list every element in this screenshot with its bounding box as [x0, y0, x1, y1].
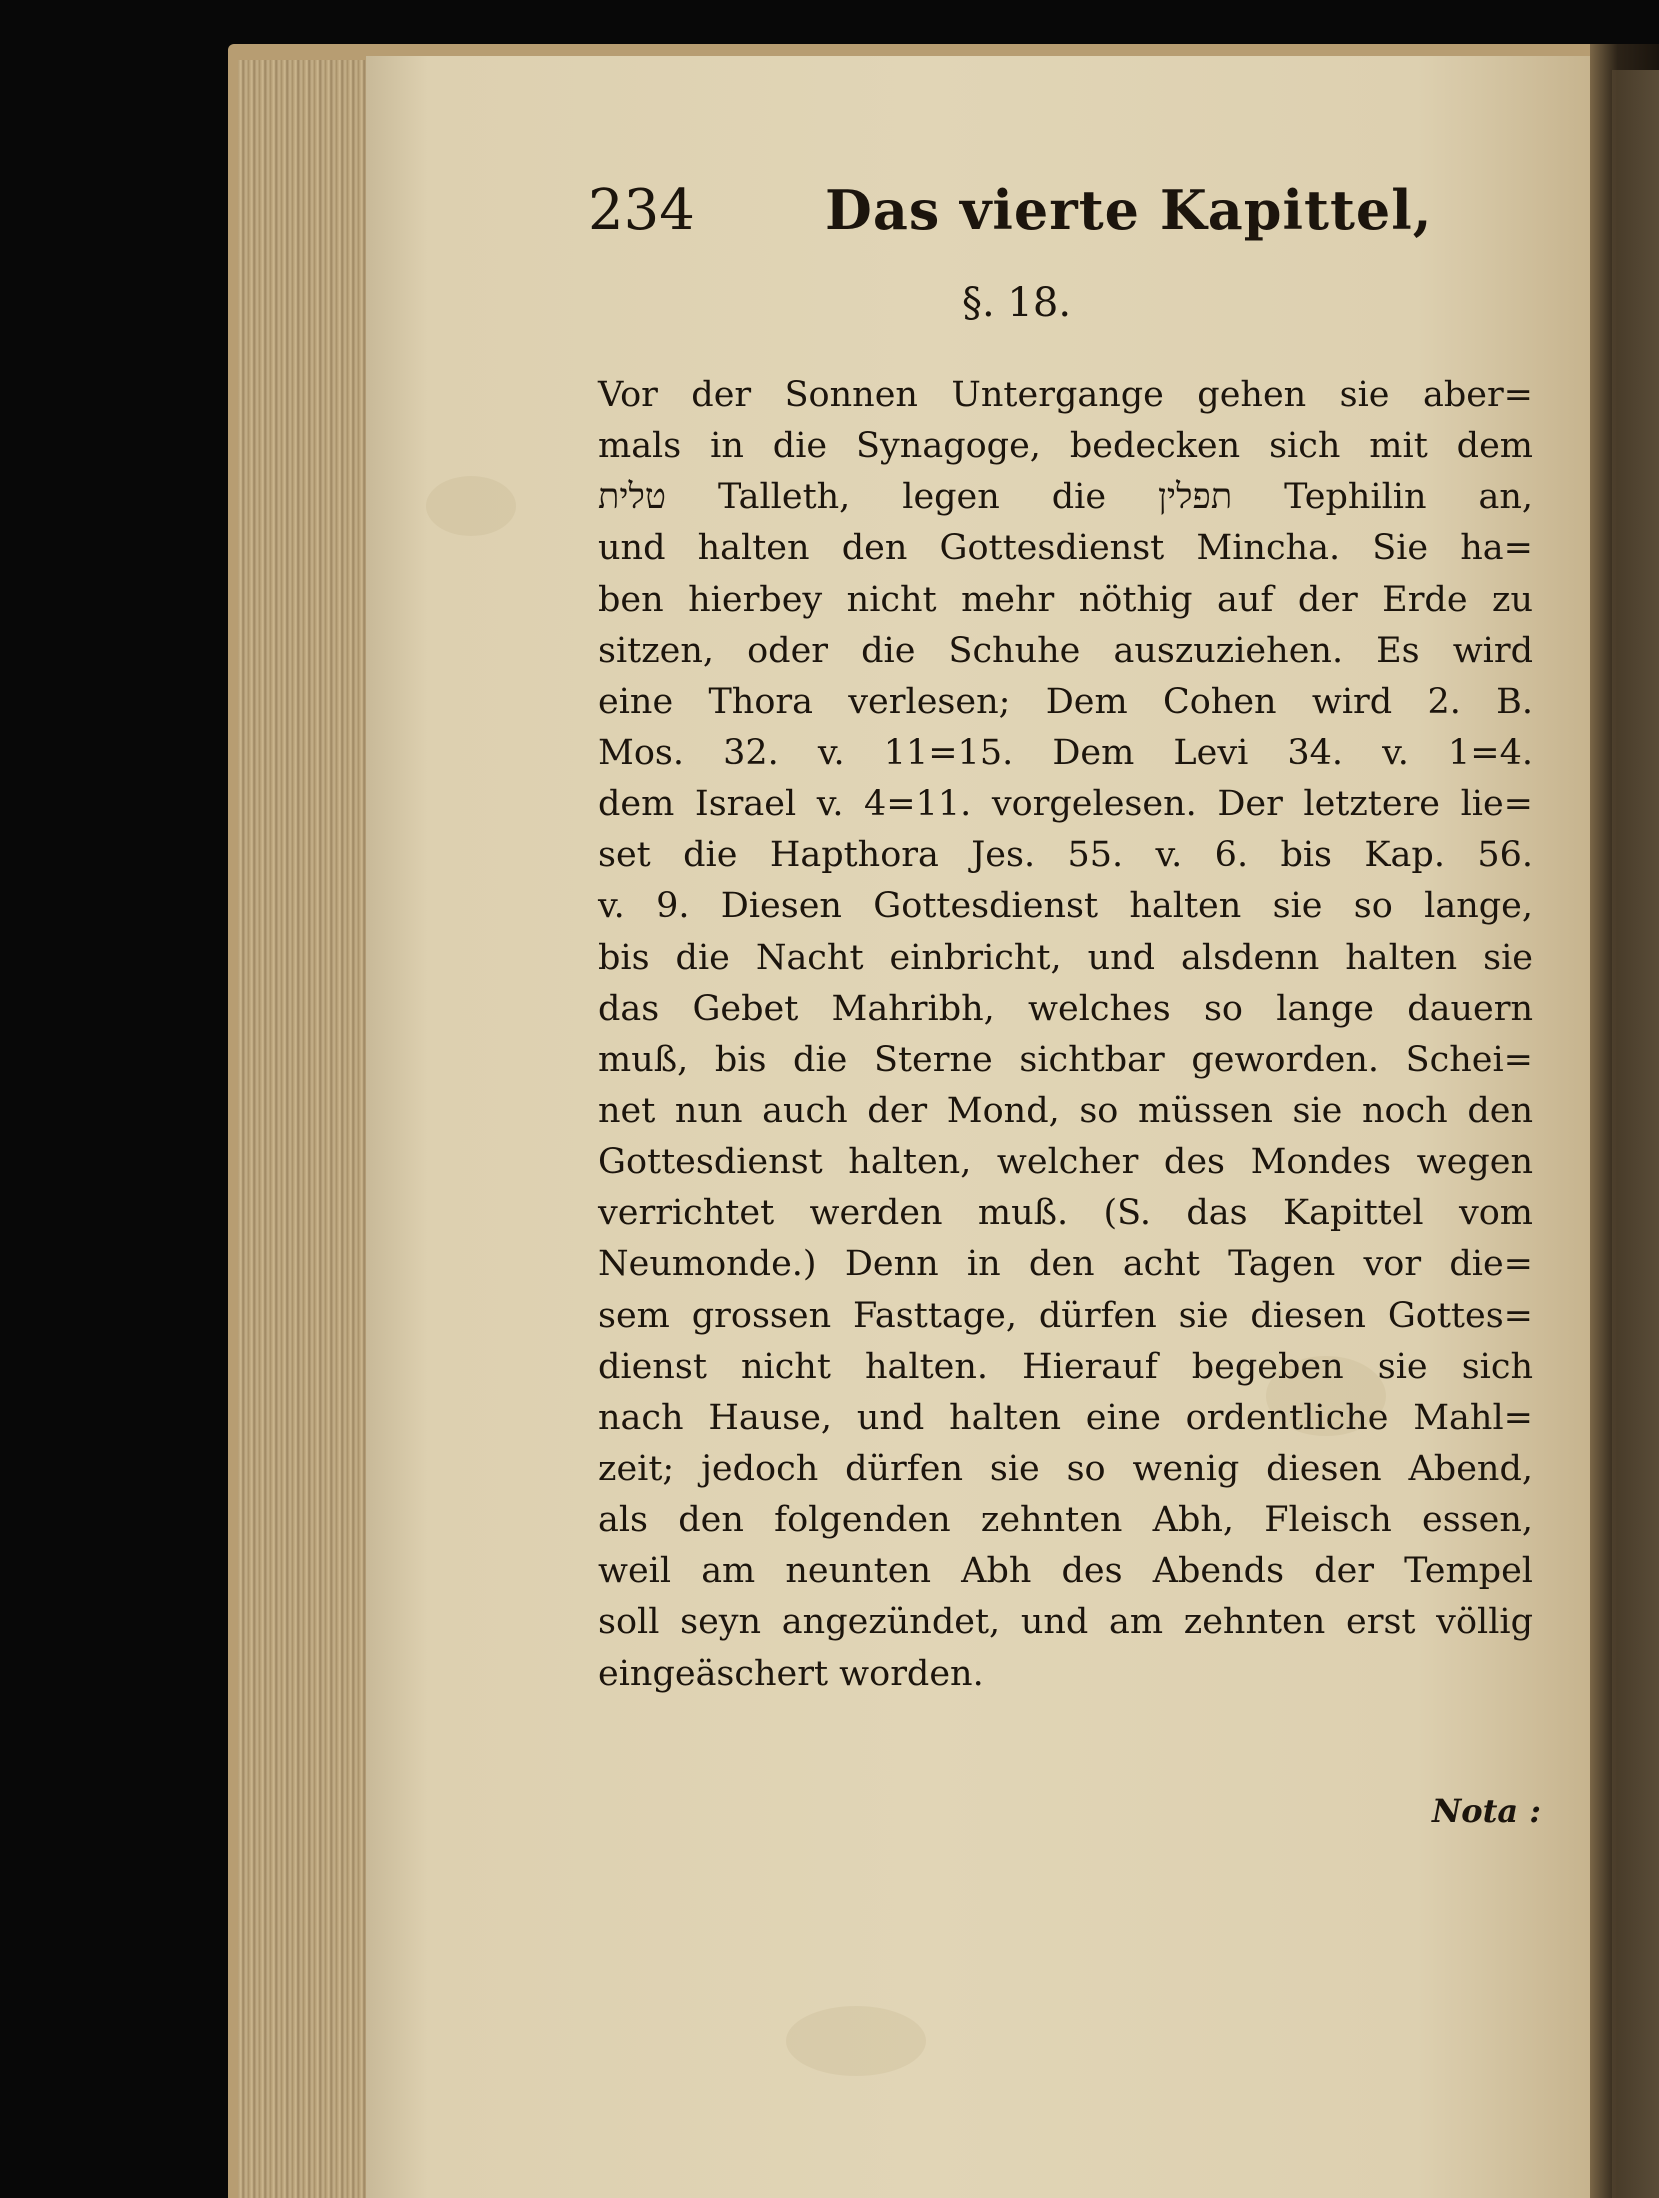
text-line: das Gebet Mahribh, welches so lange dauern: [598, 988, 1533, 1029]
text-line: dem Israel v. 4=11. vorgelesen. Der letztere lie=: [598, 784, 1533, 825]
text-line: verrichtet werden muß. (S. das Kapittel vom: [598, 1193, 1533, 1234]
text-line: Mos. 32. v. 11=15. Dem Levi 34. v. 1=4.: [598, 732, 1533, 773]
section-heading: §. 18.: [962, 280, 1072, 326]
text-line: ben hierbey nicht mehr nöthig auf der Erde zu: [598, 579, 1533, 620]
text-line: und halten den Gottesdienst Mincha. Sie ha=: [598, 528, 1533, 569]
text-line: eine Thora verlesen; Dem Cohen wird 2. B.: [598, 681, 1533, 722]
text-line: טלית Talleth, legen die תפלין Tephilin an,: [598, 477, 1533, 518]
text-line: dienst nicht halten. Hierauf begeben sie sich: [598, 1346, 1533, 1387]
text-line: sem grossen Fasttage, dürfen sie diesen Gottes=: [598, 1295, 1533, 1336]
text-line: muß, bis die Sterne sichtbar geworden. Schei=: [598, 1039, 1533, 1080]
page-number: 234: [588, 178, 695, 243]
catchword: Nota :: [1432, 1792, 1542, 1830]
text-line: Vor der Sonnen Untergange gehen sie aber=: [598, 375, 1533, 415]
text-line: soll seyn angezündet, und am zehnten erst völlig: [598, 1602, 1533, 1643]
text-line: nach Hause, und halten eine ordentliche Mahl=: [598, 1397, 1533, 1438]
text-line: zeit; jedoch dürfen sie so wenig diesen Abend,: [598, 1448, 1533, 1489]
text-line: weil am neunten Abh des Abends der Tempel: [598, 1551, 1533, 1592]
text-line: eingeäschert worden.: [598, 1653, 984, 1694]
body-text: [598, 370, 1533, 1700]
text-line: net nun auch der Mond, so müssen sie noch den: [598, 1090, 1533, 1131]
text-line: v. 9. Diesen Gottesdienst halten sie so lange,: [598, 886, 1533, 927]
page-edges: [238, 60, 370, 2198]
text-line: mals in die Synagoge, bedecken sich mit dem: [598, 426, 1533, 467]
running-head: Das vierte Kapittel,: [825, 178, 1433, 242]
text-line: bis die Nacht einbricht, und alsdenn halten sie: [598, 937, 1533, 978]
text-line: set die Hapthora Jes. 55. v. 6. bis Kap. 56.: [598, 835, 1533, 876]
text-line: sitzen, oder die Schuhe auszuziehen. Es wird: [598, 630, 1533, 671]
text-line: Gottesdienst halten, welcher des Mondes wegen: [598, 1142, 1533, 1183]
text-line: Neumonde.) Denn in den acht Tagen vor die=: [598, 1244, 1533, 1285]
facing-page-edge: [1612, 70, 1659, 2198]
text-line: als den folgenden zehnten Abh, Fleisch essen,: [598, 1500, 1533, 1541]
